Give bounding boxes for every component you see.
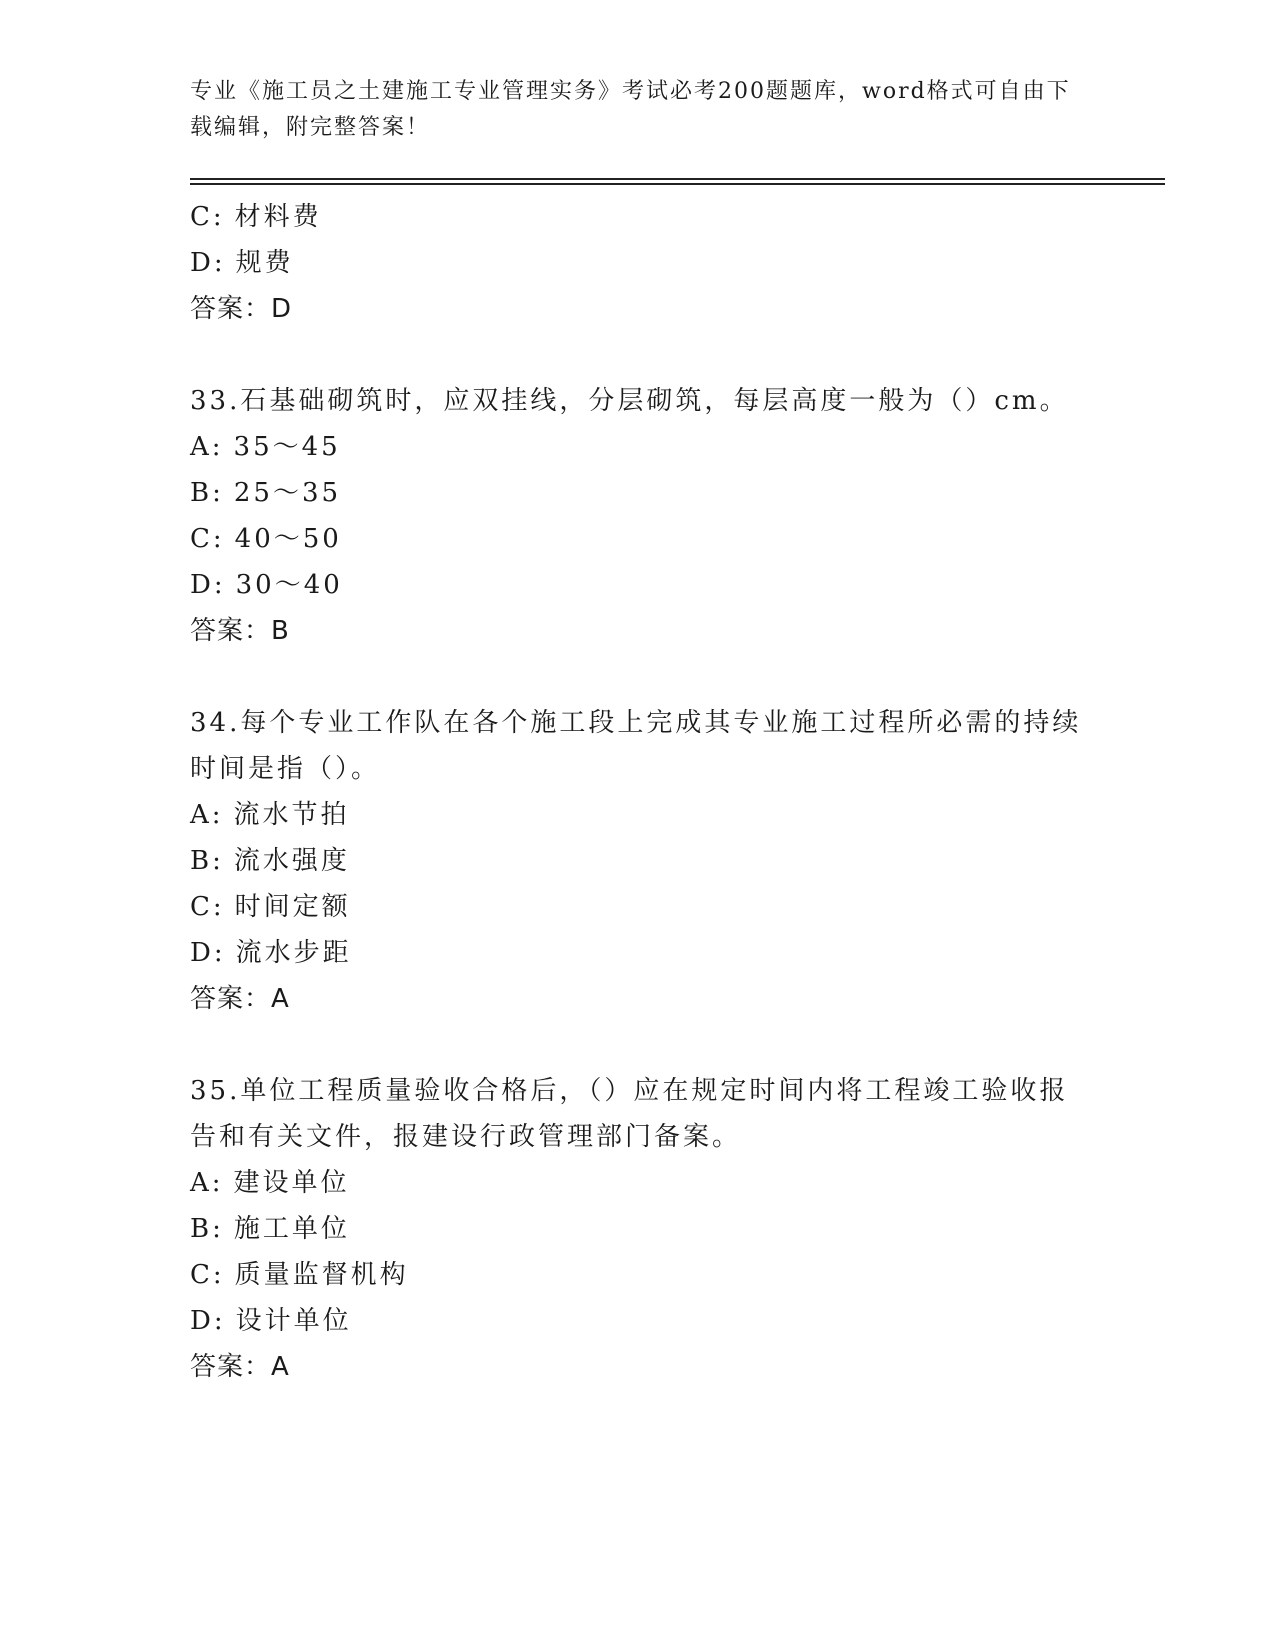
option-label: A:: [190, 1168, 224, 1198]
option-label: D:: [190, 1306, 226, 1336]
option-d: [190, 562, 1090, 608]
option-text: 设计单位: [235, 1306, 352, 1336]
option-text: 流水步距: [235, 938, 352, 968]
header-rule-bottom: [190, 183, 1165, 185]
option-a: [190, 424, 1090, 470]
option-c: [190, 194, 1090, 240]
header-rule-top: [190, 178, 1165, 180]
option-label: A:: [190, 432, 224, 462]
option-d: [190, 930, 1090, 976]
option-c: [190, 1252, 1090, 1298]
option-label: D:: [190, 570, 226, 600]
question-list: [190, 194, 1090, 1390]
question-35-text-line2: 告和有关文件，报建设行政管理部门备案。: [190, 1122, 742, 1152]
option-a: [190, 792, 1090, 838]
option-text: 35～45: [233, 432, 341, 462]
option-c: [190, 516, 1090, 562]
answer-line: 答案：A: [190, 1352, 290, 1382]
option-label: C:: [190, 1260, 225, 1290]
option-text: 规费: [235, 248, 294, 278]
option-label: B:: [190, 1214, 224, 1244]
option-c: [190, 884, 1090, 930]
answer-line: 答案：D: [190, 294, 293, 324]
answer-line: 答案：A: [190, 984, 290, 1014]
option-text: 30～40: [235, 570, 343, 600]
option-label: D:: [190, 938, 226, 968]
answer-line: 答案：B: [190, 616, 290, 646]
option-text: 施工单位: [233, 1214, 350, 1244]
question-34-text-line1: 34.每个专业工作队在各个施工段上完成其专业施工过程所必需的持续: [190, 708, 1082, 738]
option-text: 时间定额: [234, 892, 351, 922]
option-b: [190, 838, 1090, 884]
option-text: 40～50: [234, 524, 342, 554]
option-d: [190, 240, 1090, 286]
option-b: [190, 1206, 1090, 1252]
option-text: 建设单位: [233, 1168, 350, 1198]
option-label: C:: [190, 524, 225, 554]
option-label: C:: [190, 892, 225, 922]
question-35-text-line1: 35.单位工程质量验收合格后，（）应在规定时间内将工程竣工验收报: [190, 1076, 1069, 1106]
document-header: 专业《施工员之土建施工专业管理实务》考试必考200题题库，word格式可自由下载编辑，附完整答案！: [190, 79, 1071, 140]
question-33-text: 33.石基础砌筑时，应双挂线，分层砌筑，每层高度一般为（）cm。: [190, 386, 1069, 416]
spacer: [190, 332, 1090, 378]
option-label: B:: [190, 846, 224, 876]
spacer: [190, 1022, 1090, 1068]
option-text: 质量监督机构: [234, 1260, 409, 1290]
option-text: 流水节拍: [233, 800, 350, 830]
option-text: 材料费: [234, 202, 322, 232]
question-34-text-line2: 时间是指（）。: [190, 754, 381, 784]
option-a: [190, 1160, 1090, 1206]
option-text: 25～35: [233, 478, 342, 508]
option-label: D:: [190, 248, 226, 278]
option-label: A:: [190, 800, 224, 830]
option-b: [190, 470, 1090, 516]
option-label: C:: [190, 202, 225, 232]
spacer: [190, 654, 1090, 700]
option-label: B:: [190, 478, 224, 508]
option-d: [190, 1298, 1090, 1344]
option-text: 流水强度: [233, 846, 350, 876]
